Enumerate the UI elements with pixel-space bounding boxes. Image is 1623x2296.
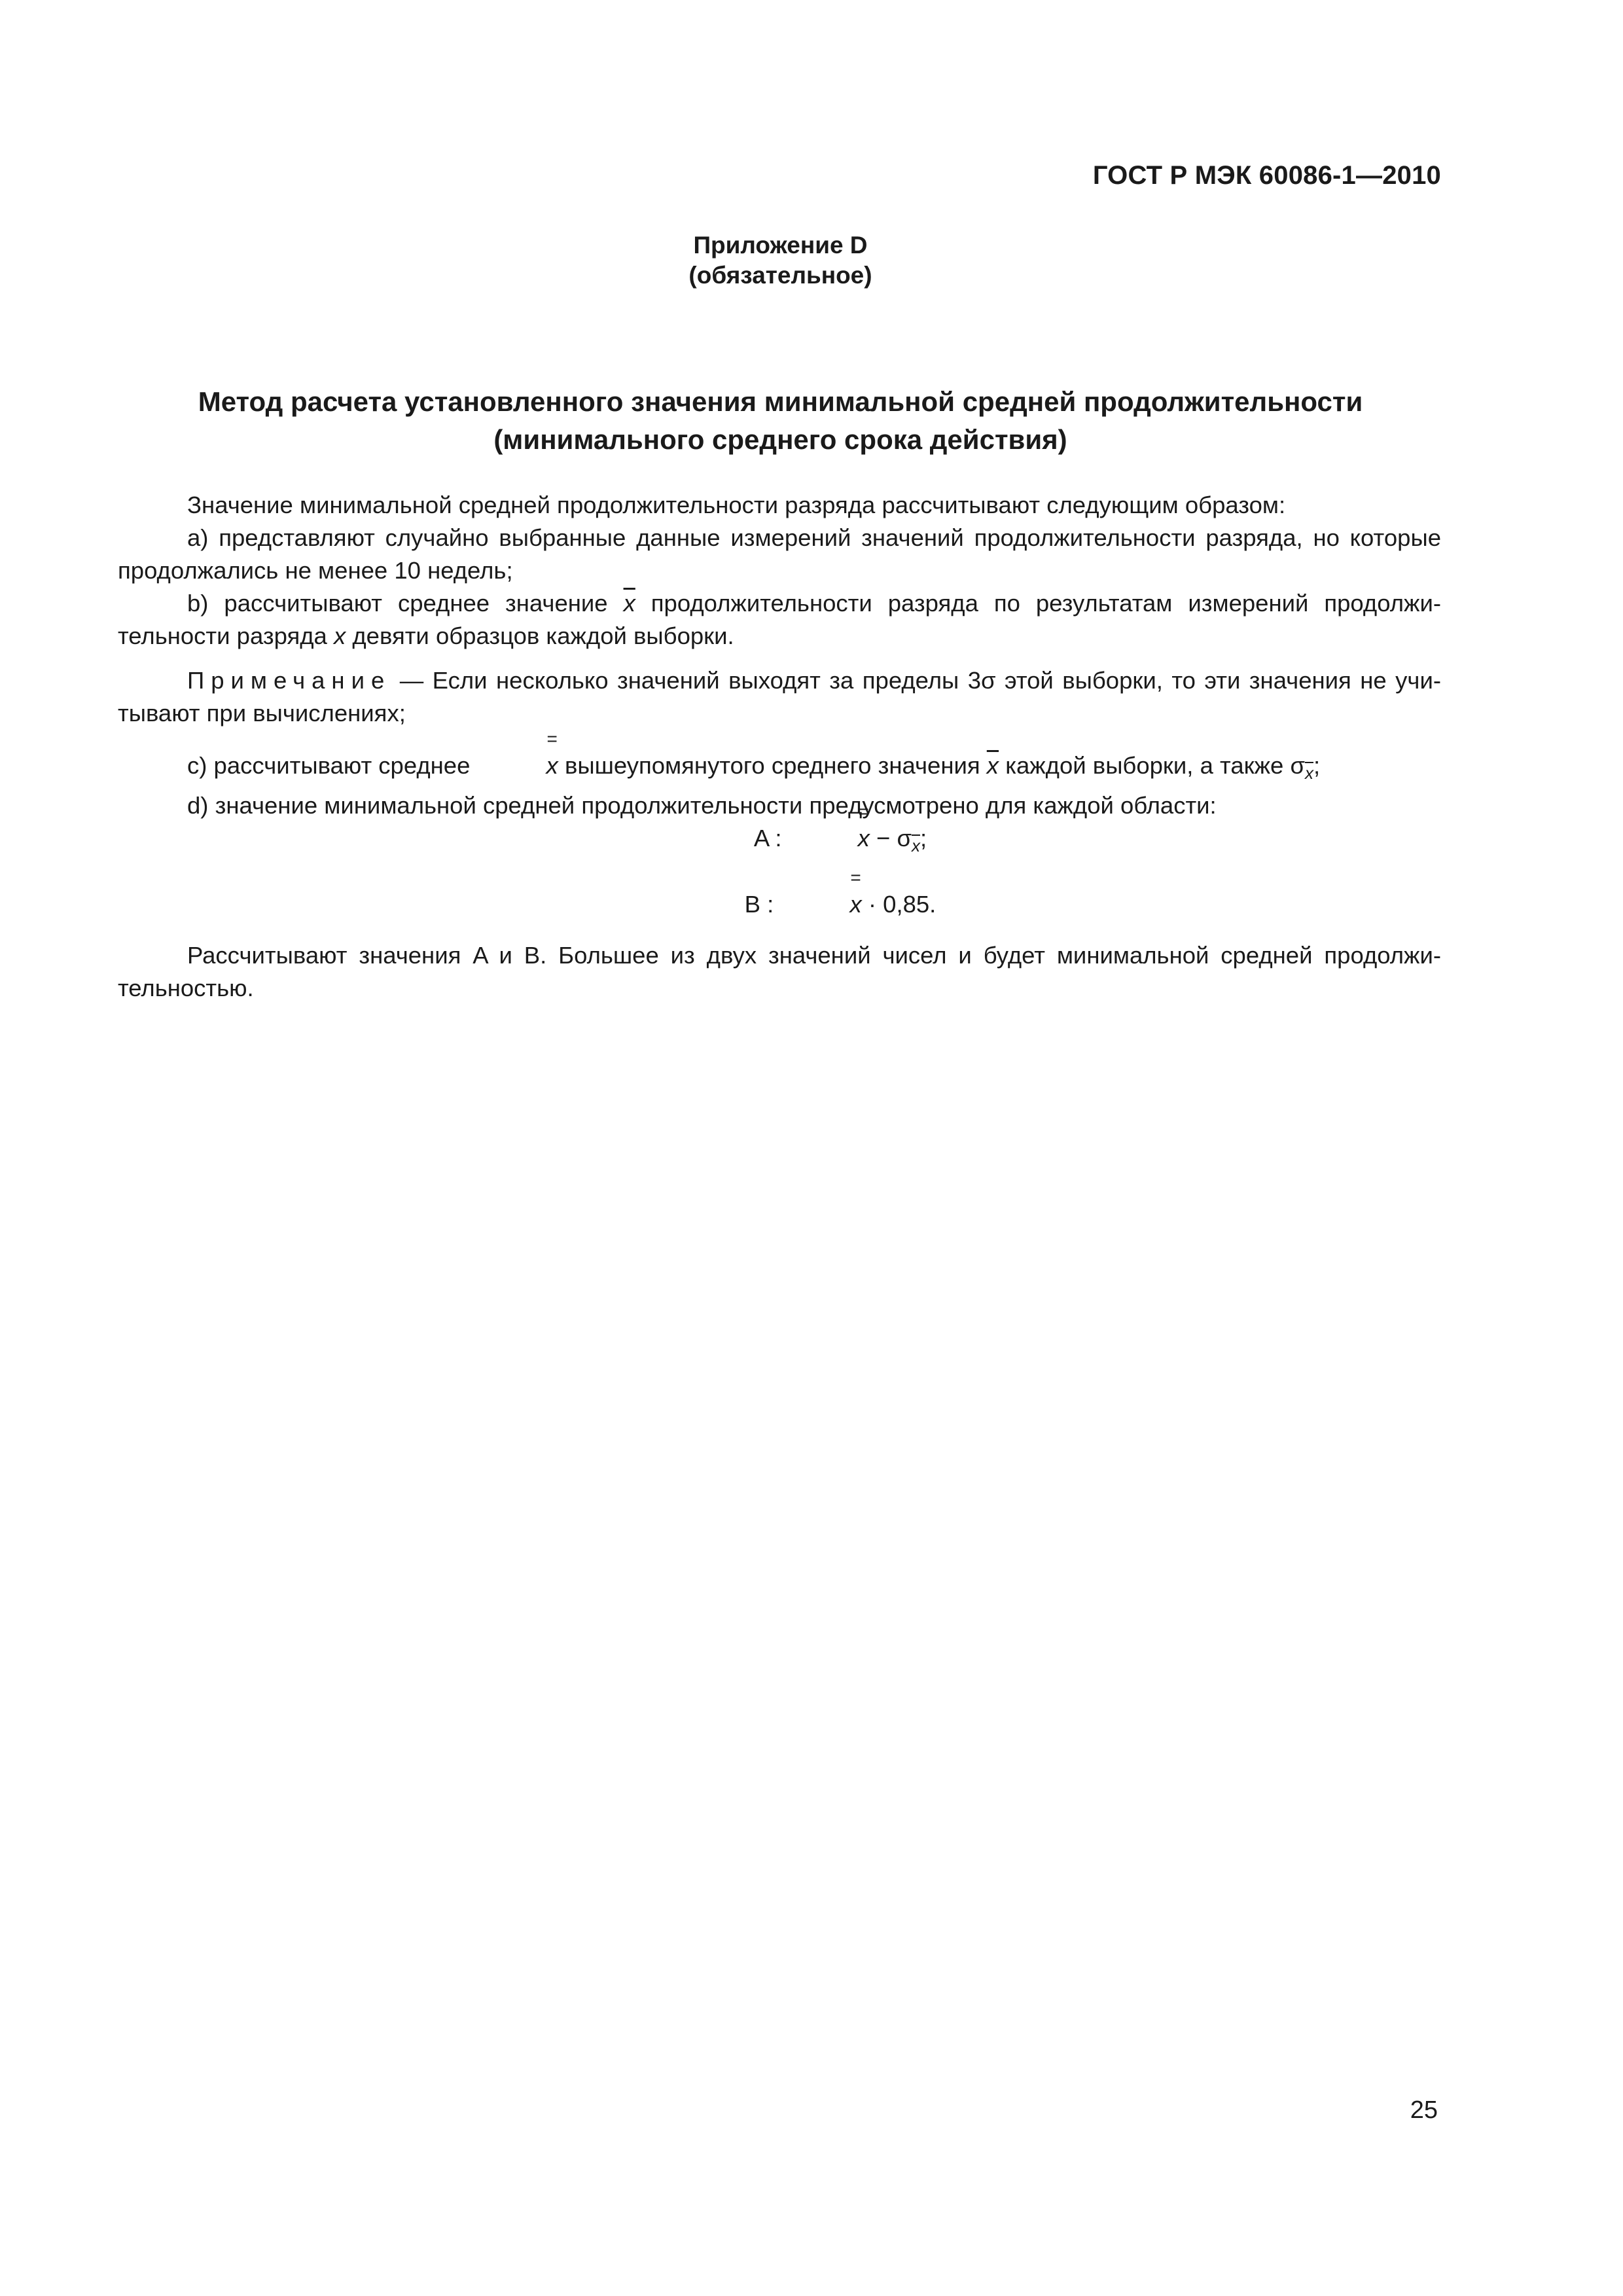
item-b-text-3: девяти образцов каждой выборки. xyxy=(346,622,734,649)
formula-b xyxy=(118,888,1441,921)
item-b-text-2: продолжительности разряда по результатам измерений продолжительности разряда xyxy=(118,590,1441,649)
mean-x-symbol: $\overline{x}$ xyxy=(623,590,635,617)
section-title-line-1: Метод расчета установленного значения минимальной средней продолжительности xyxy=(198,386,1363,417)
section-title-line-2: (минимального среднего срока действия) xyxy=(493,424,1067,455)
sigma-subscript: x xyxy=(1304,763,1313,783)
list-item-d: d) значение минимальной средней продолжительности предусмотрено для каждой области: xyxy=(187,792,1217,819)
item-c-text-4: ; xyxy=(1313,752,1321,779)
grand-mean-symbol: = x xyxy=(789,822,870,855)
item-c-text-3: каждой выборки, а также σ xyxy=(999,752,1305,779)
appendix-status: (обязательное) xyxy=(688,262,872,289)
note-paragraph xyxy=(118,664,1441,730)
body-text xyxy=(118,489,1441,1005)
x-symbol: x xyxy=(333,622,346,649)
item-c-text-2: вышеупомянутого среднего значения xyxy=(558,752,987,779)
note-label: Примечание xyxy=(187,667,391,694)
intro-paragraph: Значение минимальной средней продолжительности разряда рассчитывают следующим образом: xyxy=(187,492,1286,518)
formula-b-label: B : xyxy=(744,891,781,918)
formula-a xyxy=(118,822,1441,862)
grand-mean-symbol: = x xyxy=(780,888,861,921)
page-number: 25 xyxy=(1410,2096,1438,2124)
appendix-heading xyxy=(0,230,1561,291)
item-b-text-1: b) рассчитывают среднее значение xyxy=(187,590,624,617)
list-item-a: а) представляют случайно выбранные данные измерений значений продолжительности разряда, но которые продолжались не менее 10 недель; xyxy=(118,524,1441,584)
list-item-b xyxy=(118,587,1441,653)
item-c-text-1: c) рассчитывают среднее xyxy=(187,752,477,779)
appendix-label: Приложение D xyxy=(693,232,868,259)
grand-mean-symbol: = x xyxy=(477,749,558,782)
mean-x-symbol: $\overline{x}$ xyxy=(986,752,999,779)
formula-a-end: ; xyxy=(919,825,927,852)
standard-id-header: ГОСТ Р МЭК 60086-1—2010 xyxy=(1092,161,1441,190)
conclusion-paragraph: Рассчитывают значения A и B. Большее из двух значений чисел и будет минимальной средней продолжительностью. xyxy=(118,942,1441,1001)
section-title xyxy=(0,383,1561,459)
formula-a-operator: − σ xyxy=(869,825,912,852)
note-text: — Если несколько значений выходят за пределы 3σ этой выборки, то эти значения не учитывают при вычислениях; xyxy=(118,667,1441,726)
formula-b-rest: · 0,85. xyxy=(861,891,936,918)
list-item-c xyxy=(118,749,1441,789)
formula-a-label: A : xyxy=(753,825,789,852)
sigma-subscript: x xyxy=(911,836,920,855)
